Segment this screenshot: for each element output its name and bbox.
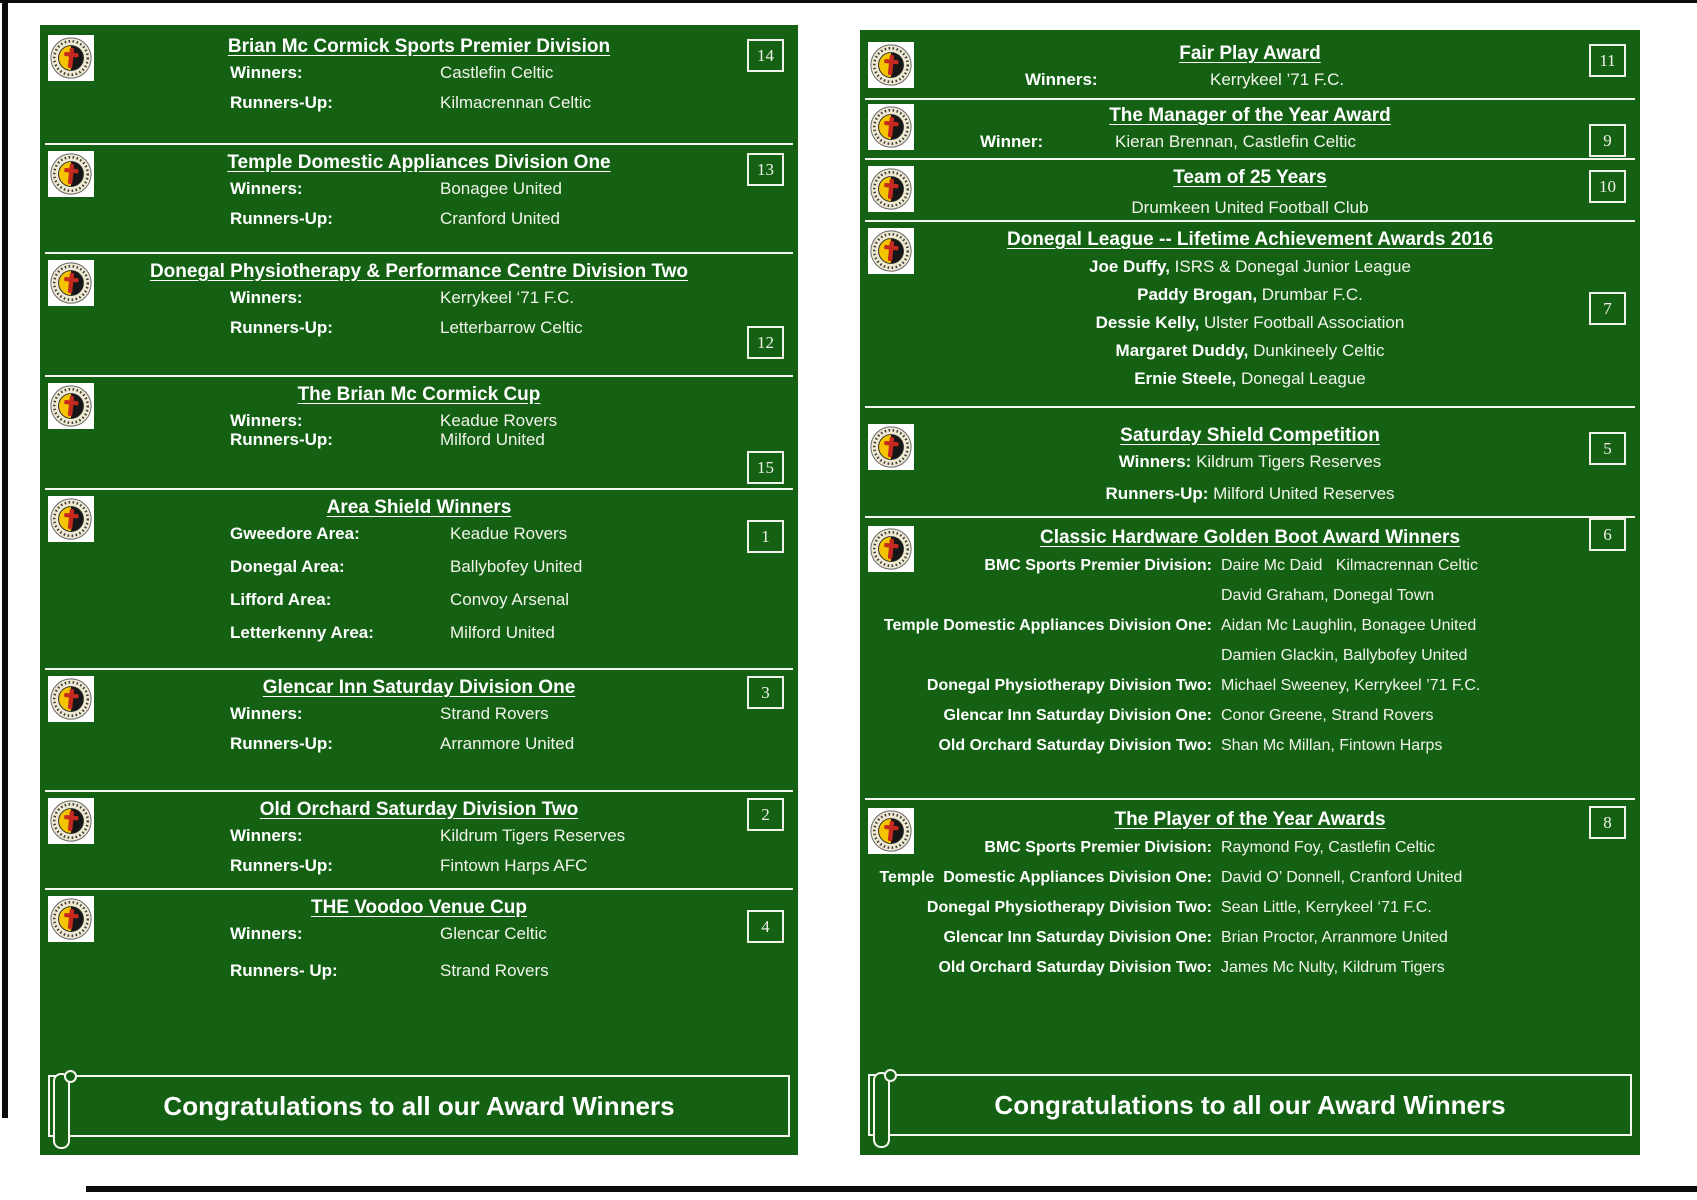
division-label: Old Orchard Saturday Division Two: <box>938 959 1212 976</box>
winner-label: Winner: <box>980 132 1044 151</box>
winners-row <box>40 288 798 315</box>
section-title: The Player of the Year Awards <box>1114 809 1386 830</box>
section-saturday-shield <box>860 424 1640 514</box>
section-saturday-division-one <box>40 676 798 788</box>
page-edge-bottom <box>86 1186 1697 1192</box>
congrats-banner <box>48 1075 790 1137</box>
runners-up-label: Runners-Up: <box>230 856 333 875</box>
section-division-one <box>40 151 798 250</box>
team-of-25-years-club: Drumkeen United Football Club <box>1131 198 1369 217</box>
number-badge: 3 <box>747 676 784 709</box>
divider <box>45 252 793 254</box>
division-winner-row <box>860 707 1640 737</box>
area-label: Gweedore Area: <box>230 524 360 543</box>
section-title: Donegal League -- Lifetime Achievement Awards 2016 <box>1006 229 1494 250</box>
division-label: BMC Sports Premier Division: <box>984 557 1212 574</box>
division-label: Glencar Inn Saturday Division One: <box>943 707 1212 724</box>
runners-up-value: Letterbarrow Celtic <box>440 318 583 337</box>
section-title: Classic Hardware Golden Boot Award Winners <box>1039 527 1461 548</box>
congrats-banner-text: Congratulations to all our Award Winners <box>163 1090 675 1121</box>
runners-up-value: Kilmacrennan Celtic <box>440 93 592 112</box>
player-value: Shan Mc Millan, Fintown Harps <box>1221 737 1443 754</box>
division-label: Temple Domestic Appliances Division One: <box>879 869 1212 886</box>
runners-up-value: Arranmore United <box>440 734 575 753</box>
runners-up-row <box>860 484 1640 514</box>
runners-up-row <box>40 430 798 449</box>
runners-up-label: Runners-Up: <box>230 93 333 112</box>
winner-row <box>860 132 1640 159</box>
section-title: The Manager of the Year Award <box>1109 105 1391 126</box>
winner-value: Kieran Brennan, Castlefin Celtic <box>1115 132 1356 151</box>
club-crest-icon <box>868 808 914 854</box>
honoree-name: Margaret Duddy, <box>1115 341 1249 360</box>
division-label <box>860 647 1212 677</box>
number-badge: 8 <box>1589 806 1626 839</box>
winners-label: Winners: <box>230 288 303 307</box>
scroll-curl-icon <box>884 1069 897 1082</box>
section-title: Glencar Inn Saturday Division One <box>262 677 576 698</box>
section-title: THE Voodoo Venue Cup <box>310 897 528 918</box>
divider <box>45 668 793 670</box>
section-title: Old Orchard Saturday Division Two <box>259 799 579 820</box>
area-row <box>40 524 798 554</box>
winners-row <box>40 704 798 731</box>
division-label: Glencar Inn Saturday Division One: <box>943 929 1212 946</box>
number-badge: 5 <box>1589 432 1626 465</box>
congrats-banner <box>868 1074 1632 1136</box>
number-badge: 6 <box>1589 518 1626 551</box>
number-badge: 14 <box>747 39 784 72</box>
honoree-org: Drumbar F.C. <box>1257 285 1363 304</box>
area-label: Donegal Area: <box>230 557 345 576</box>
runners-up-label: Runners-Up: <box>230 209 333 228</box>
player-value: David Graham, Donegal Town <box>1221 587 1435 604</box>
section-title: The Brian Mc Cormick Cup <box>297 384 541 405</box>
section-fair-play-award <box>860 42 1640 96</box>
honoree-org: Donegal League <box>1236 369 1366 388</box>
section-title: Saturday Shield Competition <box>1120 425 1380 446</box>
club-crest-icon <box>868 166 914 212</box>
runners-up-label: Runners-Up: <box>230 734 333 753</box>
honoree-row <box>860 285 1640 313</box>
player-value: Conor Greene, Strand Rovers <box>1221 707 1434 724</box>
area-label: Lifford Area: <box>230 590 332 609</box>
divider <box>45 488 793 490</box>
division-winner-row <box>860 899 1640 929</box>
player-value: James Mc Nulty, Kildrum Tigers <box>1221 959 1445 976</box>
section-title: Temple Domestic Appliances Division One <box>227 152 611 173</box>
section-title: Team of 25 Years <box>1173 167 1327 188</box>
division-label: Temple Domestic Appliances Division One: <box>883 617 1212 634</box>
number-badge: 9 <box>1589 124 1626 157</box>
winners-row <box>40 826 798 853</box>
winners-value: Keadue Rovers <box>440 411 558 430</box>
division-winner-row <box>860 557 1640 587</box>
runners-up-row <box>40 856 798 883</box>
scroll-rod-icon <box>873 1072 890 1148</box>
area-value: Ballybofey United <box>450 557 583 576</box>
number-badge: 2 <box>747 798 784 831</box>
page-edge-top <box>0 0 1697 3</box>
winners-row <box>40 179 798 206</box>
division-label <box>860 587 1212 617</box>
division-winner-row <box>860 869 1640 899</box>
winners-value: Kildrum Tigers Reserves <box>1191 452 1382 471</box>
winners-label: Winners: <box>1118 452 1192 471</box>
area-label: Letterkenny Area: <box>230 623 374 642</box>
winners-row <box>860 70 1640 97</box>
winners-value: Kildrum Tigers Reserves <box>440 826 626 845</box>
right-awards-panel <box>860 30 1640 1155</box>
division-winner-row <box>860 929 1640 959</box>
divider <box>865 158 1635 160</box>
divider <box>865 798 1635 800</box>
runners-up-row <box>40 961 798 995</box>
left-awards-panel <box>40 25 798 1155</box>
division-label: Old Orchard Saturday Division Two: <box>938 737 1212 754</box>
number-badge: 12 <box>747 326 784 359</box>
winners-label: Winners: <box>230 704 303 723</box>
honoree-row <box>860 341 1640 369</box>
section-team-of-25-years <box>860 166 1640 218</box>
winners-row <box>40 63 798 90</box>
division-label: Donegal Physiotherapy Division Two: <box>926 899 1212 916</box>
player-value: Sean Little, Kerrykeel ‘71 F.C. <box>1221 899 1432 916</box>
club-crest-icon <box>868 526 914 572</box>
number-badge: 13 <box>747 153 784 186</box>
section-golden-boot <box>860 526 1640 796</box>
division-label: Donegal Physiotherapy Division Two: <box>926 677 1212 694</box>
honoree-org: Ulster Football Association <box>1199 313 1405 332</box>
runners-up-row <box>40 734 798 761</box>
number-badge: 1 <box>747 520 784 553</box>
winners-label: Winners: <box>230 179 303 198</box>
division-winner-row <box>860 677 1640 707</box>
section-lifetime-achievement <box>860 228 1640 404</box>
club-crest-icon <box>868 228 914 274</box>
section-saturday-division-two <box>40 798 798 886</box>
divider <box>865 220 1635 222</box>
runners-up-row <box>40 318 798 345</box>
player-value: Daire Mc Daid Kilmacrennan Celtic <box>1221 557 1478 574</box>
winners-label: Winners: <box>230 924 303 943</box>
number-badge: 4 <box>747 910 784 943</box>
number-badge: 7 <box>1589 292 1626 325</box>
divider <box>45 888 793 890</box>
divider <box>865 98 1635 100</box>
runners-up-label: Runners-Up: <box>230 430 333 449</box>
area-value: Keadue Rovers <box>450 524 568 543</box>
runners-up-row <box>40 209 798 236</box>
winners-value: Kerrykeel ‘71 F.C. <box>440 288 575 307</box>
player-value: Raymond Foy, Castlefin Celtic <box>1221 839 1435 856</box>
player-value: Damien Glackin, Ballybofey United <box>1221 647 1468 664</box>
number-badge: 15 <box>747 451 784 484</box>
honoree-row <box>860 313 1640 341</box>
divider <box>45 790 793 792</box>
honoree-row <box>860 257 1640 285</box>
section-manager-of-year <box>860 104 1640 156</box>
area-row <box>40 590 798 620</box>
section-title: Brian Mc Cormick Sports Premier Division <box>227 36 611 57</box>
division-label: BMC Sports Premier Division: <box>984 839 1212 856</box>
runners-up-value: Fintown Harps AFC <box>440 856 588 875</box>
honoree-org: Dunkineely Celtic <box>1248 341 1385 360</box>
section-player-of-year <box>860 808 1640 998</box>
division-winner-row <box>860 587 1640 617</box>
runners-up-value: Cranford United <box>440 209 561 228</box>
section-premier-division <box>40 35 798 141</box>
area-row <box>40 557 798 587</box>
winners-value: Castlefin Celtic <box>440 63 554 82</box>
runners-up-label: Runners-Up: <box>1105 484 1209 503</box>
section-title: Donegal Physiotherapy & Performance Centre Division Two <box>149 261 689 282</box>
division-winner-row <box>860 959 1640 989</box>
section-title: Area Shield Winners <box>326 497 512 518</box>
honoree-name: Dessie Kelly, <box>1095 313 1200 332</box>
scroll-curl-icon <box>64 1070 77 1083</box>
section-title: Fair Play Award <box>1179 43 1321 64</box>
divider <box>45 143 793 145</box>
scroll-rod-icon <box>53 1073 70 1149</box>
honoree-row <box>860 369 1640 397</box>
winners-value: Strand Rovers <box>440 704 549 723</box>
winners-row <box>40 411 798 430</box>
number-badge: 10 <box>1589 170 1626 203</box>
club-crest-icon <box>868 424 914 470</box>
winners-label: Winners: <box>230 826 303 845</box>
divider <box>45 375 793 377</box>
divider <box>865 406 1635 408</box>
congrats-banner-text: Congratulations to all our Award Winners <box>994 1089 1506 1120</box>
division-winner-row <box>860 647 1640 677</box>
honoree-name: Ernie Steele, <box>1134 369 1237 388</box>
player-value: Aidan Mc Laughlin, Bonagee United <box>1221 617 1477 634</box>
runners-up-label: Runners- Up: <box>230 961 338 980</box>
player-value: Michael Sweeney, Kerrykeel ’71 F.C. <box>1221 677 1481 694</box>
area-row <box>40 623 798 653</box>
winners-value: Kerrykeel ’71 F.C. <box>1210 70 1345 89</box>
area-value: Milford United <box>450 623 555 642</box>
number-badge: 11 <box>1589 44 1626 77</box>
runners-up-label: Runners-Up: <box>230 318 333 337</box>
winners-row <box>860 452 1640 482</box>
division-winner-row <box>860 737 1640 767</box>
winners-label: Winners: <box>1025 70 1098 89</box>
section-area-shield <box>40 496 798 666</box>
winners-row <box>40 924 798 958</box>
honoree-name: Joe Duffy, <box>1089 257 1170 276</box>
runners-up-row <box>40 93 798 120</box>
honoree-name: Paddy Brogan, <box>1137 285 1258 304</box>
honoree-org: ISRS & Donegal Junior League <box>1169 257 1411 276</box>
winners-value: Bonagee United <box>440 179 562 198</box>
divider <box>865 516 1635 518</box>
winners-value: Glencar Celtic <box>440 924 547 943</box>
section-division-two <box>40 260 798 373</box>
runners-up-value: Milford United <box>440 430 545 449</box>
section-voodoo-venue-cup <box>40 896 798 1006</box>
division-winner-row <box>860 617 1640 647</box>
area-value: Convoy Arsenal <box>450 590 570 609</box>
winners-label: Winners: <box>230 411 303 430</box>
player-value: Brian Proctor, Arranmore United <box>1221 929 1448 946</box>
winners-label: Winners: <box>230 63 303 82</box>
runners-up-value: Strand Rovers <box>440 961 549 980</box>
runners-up-value: Milford United Reserves <box>1208 484 1395 503</box>
division-winner-row <box>860 839 1640 869</box>
page-edge-left <box>2 0 8 1118</box>
player-value: David O’ Donnell, Cranford United <box>1221 869 1463 886</box>
section-mccormick-cup <box>40 383 798 486</box>
